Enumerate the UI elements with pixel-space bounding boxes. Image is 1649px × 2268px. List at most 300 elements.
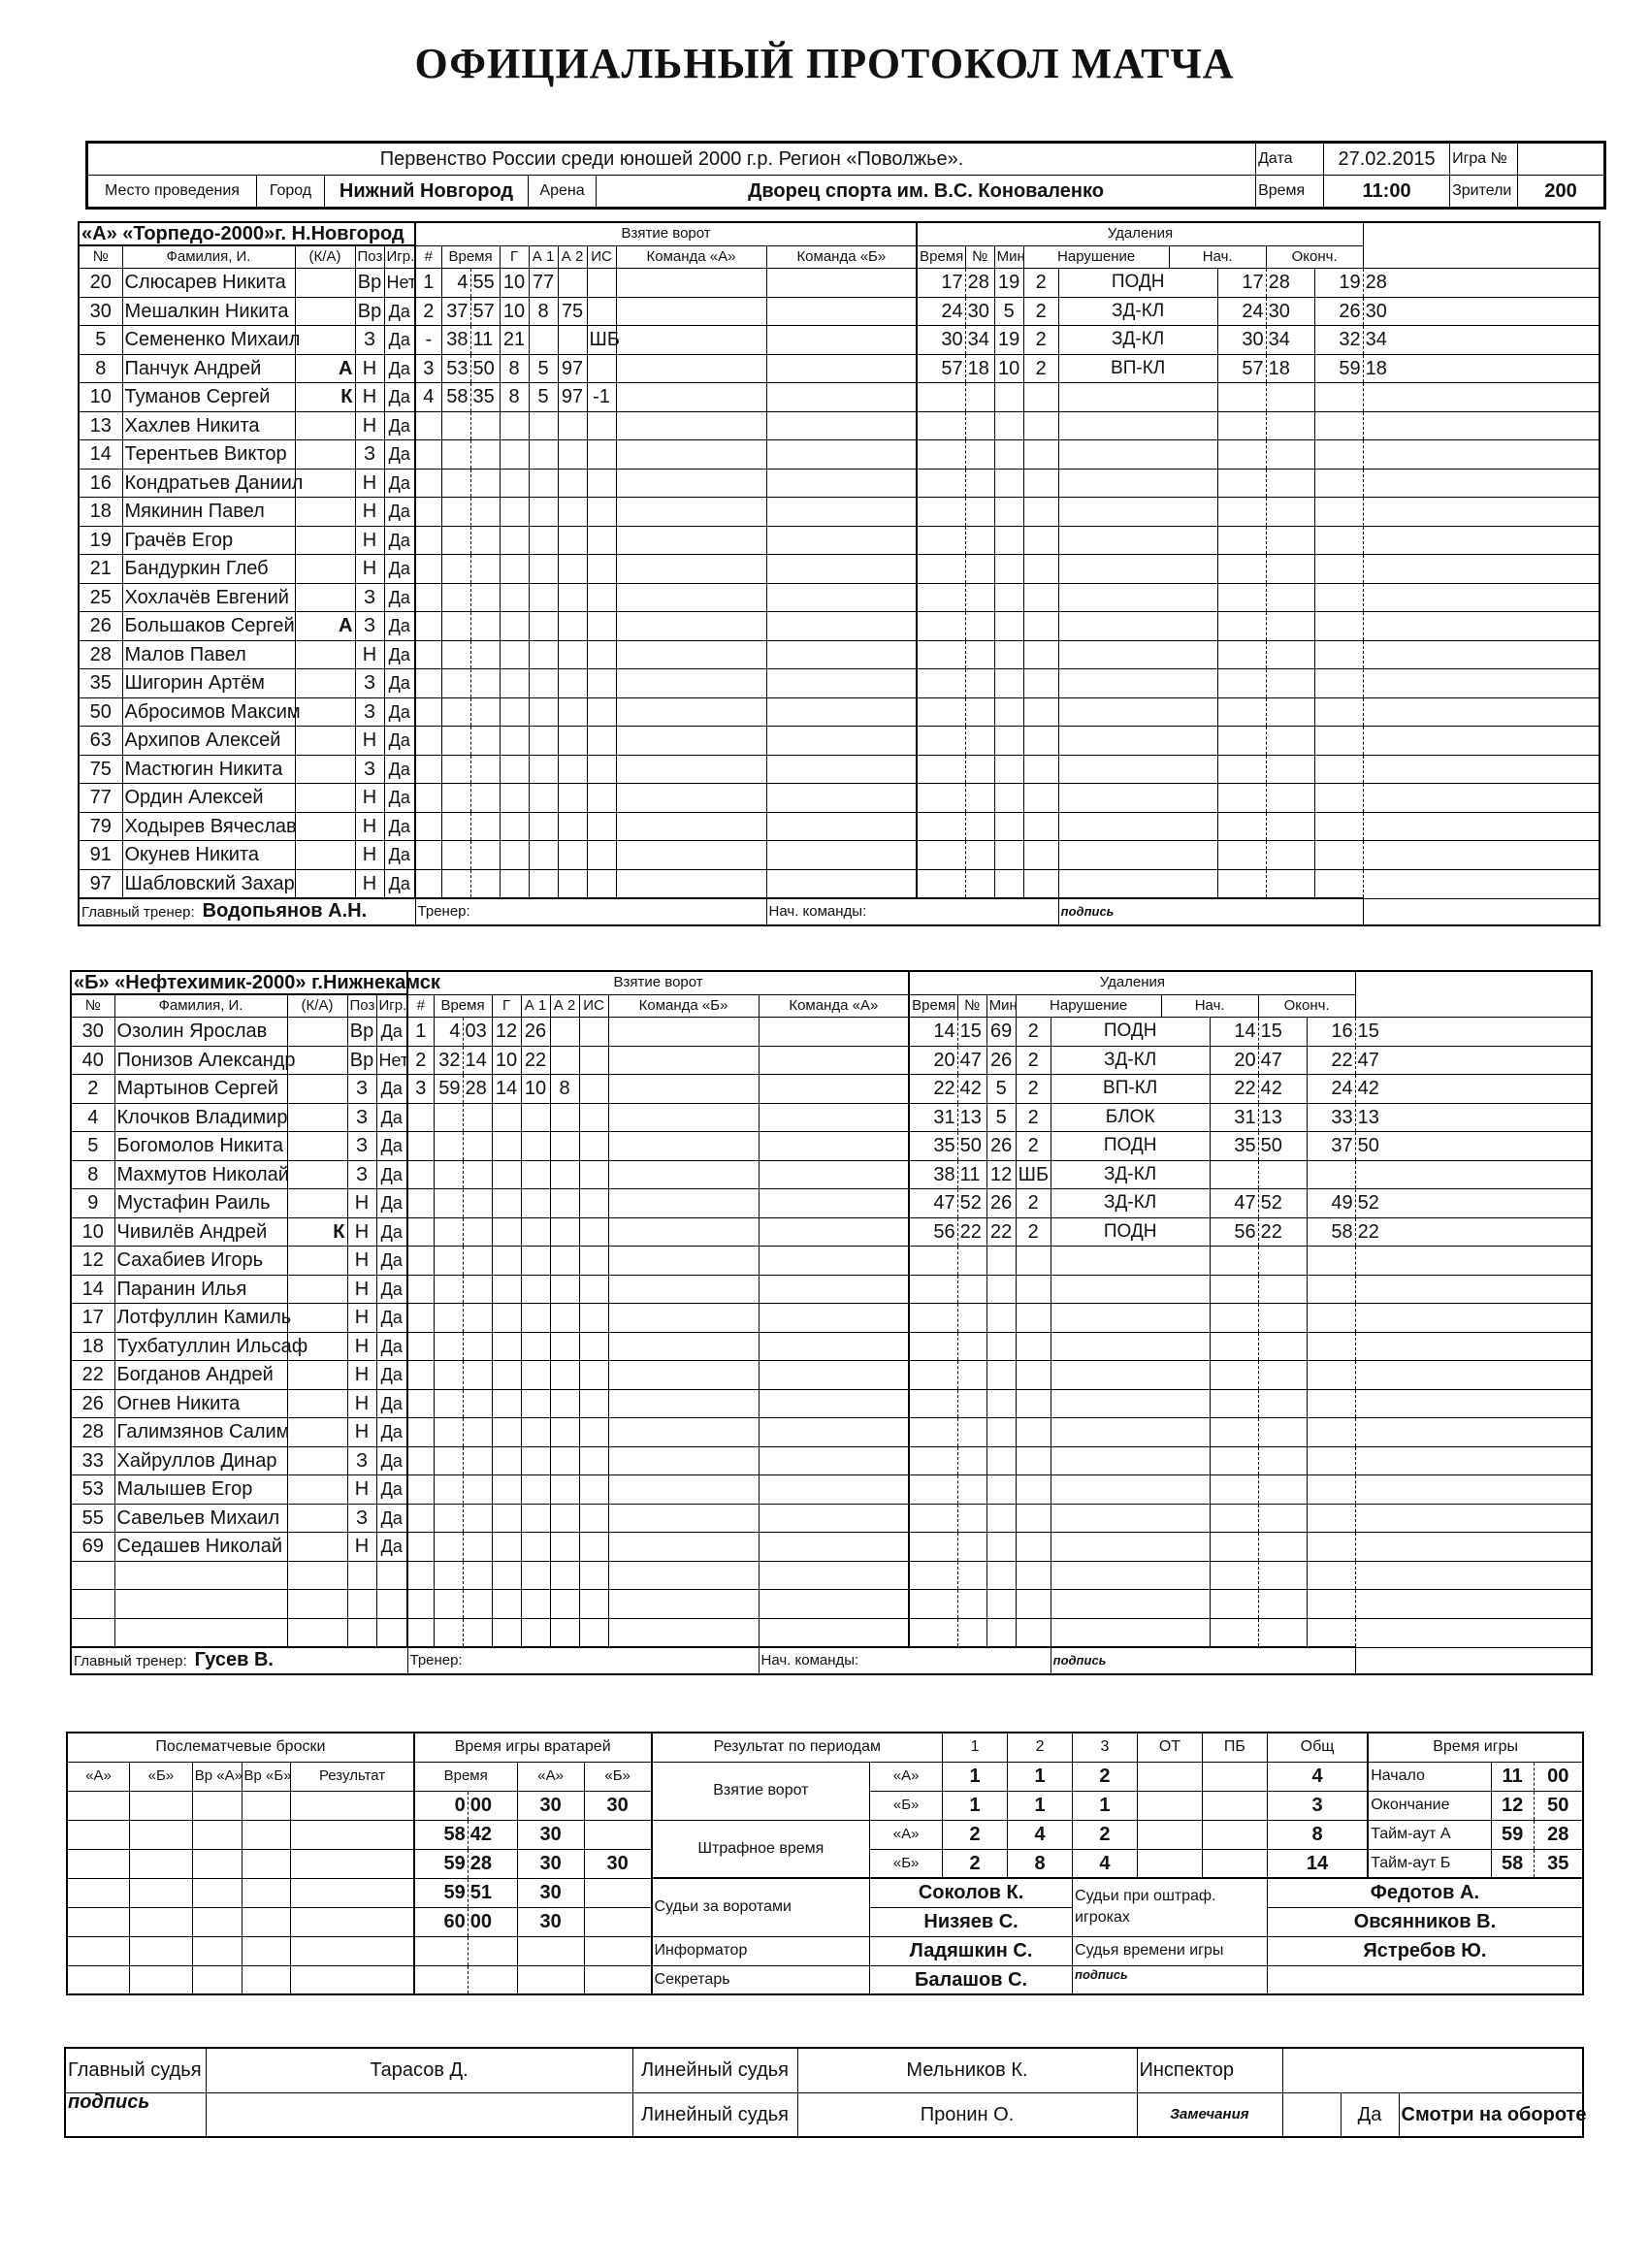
pen-start-sec	[1258, 1590, 1307, 1619]
player-pos: З	[355, 583, 384, 612]
goal-is	[587, 498, 616, 527]
pen-b-p1: 8	[1008, 1849, 1073, 1878]
goal-sec: 11	[470, 326, 500, 355]
player-pos: Вр	[347, 1046, 376, 1075]
player-name: Паранин Илья	[114, 1275, 287, 1304]
player-pos: Н	[347, 1217, 376, 1247]
goal-team-own-grid	[608, 1446, 759, 1475]
pen-player	[994, 440, 1023, 470]
goal-a1	[521, 1304, 550, 1333]
pen-player	[986, 1561, 1016, 1590]
goal-judge-2: Низяев С.	[870, 1907, 1073, 1936]
pen-end: 33	[1307, 1103, 1355, 1132]
goal-no	[407, 1389, 434, 1418]
player-number: 18	[71, 1332, 114, 1361]
goal-is	[587, 354, 616, 383]
goal-team-opp-grid	[766, 526, 917, 555]
pen-end	[1307, 1446, 1355, 1475]
gt-a: 30	[517, 1907, 584, 1936]
goal-min	[434, 1275, 463, 1304]
shootout-col-a: «А»	[67, 1762, 130, 1791]
pen-start-sec	[1266, 697, 1314, 727]
goal-a2	[558, 526, 587, 555]
goal-sec	[470, 755, 500, 784]
pen-minutes	[1023, 727, 1058, 756]
player-pos: Н	[347, 1332, 376, 1361]
pen-a-p4	[1202, 1820, 1267, 1849]
pen-end-sec	[1355, 1247, 1592, 1276]
pen-end-sec	[1355, 1361, 1592, 1390]
goal-min	[434, 1561, 463, 1590]
player-number: 97	[79, 869, 122, 898]
player-ka	[295, 697, 355, 727]
pen-sec	[965, 841, 994, 870]
goal-sec	[470, 697, 500, 727]
pen-end	[1314, 669, 1363, 698]
player-name: Окунев Никита	[122, 841, 295, 870]
goal-team-opp-grid	[766, 326, 917, 355]
goal-team-own-grid	[608, 1075, 759, 1104]
pen-minutes	[1023, 583, 1058, 612]
pen-minutes: 2	[1016, 1189, 1051, 1218]
pen-min	[917, 440, 965, 470]
pen-start-sec	[1258, 1561, 1307, 1590]
game-no-value	[1518, 143, 1605, 176]
player-igr: Да	[376, 1332, 407, 1361]
pen-minutes	[1016, 1618, 1051, 1647]
signature-label: подпись	[1058, 898, 1363, 925]
pen-sec	[957, 1389, 986, 1418]
player-igr: Да	[376, 1189, 407, 1218]
player-number	[71, 1561, 114, 1590]
goal-a2: 75	[558, 297, 587, 326]
player-name: Сахабиев Игорь	[114, 1247, 287, 1276]
player-pos: З	[347, 1075, 376, 1104]
pen-end-sec	[1363, 411, 1600, 440]
pen-min	[909, 1561, 957, 1590]
pen-sec	[965, 640, 994, 669]
pen-end-sec: 15	[1355, 1018, 1592, 1047]
goal-team-own-grid	[616, 498, 766, 527]
pen-sec: 34	[965, 326, 994, 355]
goal-team-own-grid	[608, 1018, 759, 1047]
goal-scorer	[492, 1160, 521, 1189]
goal-no	[407, 1618, 434, 1647]
player-pos: Н	[347, 1275, 376, 1304]
time-value: 11:00	[1324, 176, 1450, 209]
pen-start-sec	[1258, 1160, 1307, 1189]
goal-scorer	[492, 1475, 521, 1505]
pen-start: 56	[1210, 1217, 1258, 1247]
pen-min: 24	[917, 297, 965, 326]
goal-a2: 97	[558, 354, 587, 383]
pen-start-sec	[1266, 498, 1314, 527]
goal-is	[587, 869, 616, 898]
player-name: Озолин Ярослав	[114, 1018, 287, 1047]
shootout-cell	[242, 1907, 291, 1936]
shootout-col-vr_b: Вр «Б»	[242, 1762, 291, 1791]
player-ka	[295, 755, 355, 784]
pen-player	[994, 669, 1023, 698]
pen-end: 16	[1307, 1018, 1355, 1047]
pen-a-p3	[1137, 1820, 1202, 1849]
pen-start-sec	[1258, 1275, 1307, 1304]
pen-start-sec	[1266, 841, 1314, 870]
goal-team-opp-grid	[766, 354, 917, 383]
goal-is	[587, 297, 616, 326]
goal-is	[587, 440, 616, 470]
pen-player	[994, 755, 1023, 784]
goal-scorer	[500, 669, 529, 698]
player-number: 50	[79, 697, 122, 727]
pen-end: 22	[1307, 1046, 1355, 1075]
goal-min	[434, 1389, 463, 1418]
player-name: Богданов Андрей	[114, 1361, 287, 1390]
start-mm: 11	[1491, 1762, 1534, 1791]
goal-sec	[470, 498, 500, 527]
pen-start-sec: 52	[1258, 1189, 1307, 1218]
pen-min	[917, 469, 965, 498]
pen-sec: 52	[957, 1189, 986, 1218]
goal-min	[434, 1247, 463, 1276]
remarks-yes: Да	[1341, 2092, 1399, 2137]
coach-label: Тренер:	[415, 898, 766, 925]
timeout-a-mm: 59	[1491, 1820, 1534, 1849]
goal-a2	[558, 326, 587, 355]
goal-a2	[550, 1361, 579, 1390]
goal-scorer: 8	[500, 354, 529, 383]
goal-no	[415, 440, 441, 470]
pen-start	[1217, 498, 1266, 527]
pen-violation: ЗД-КЛ	[1051, 1046, 1210, 1075]
goal-a2	[550, 1504, 579, 1533]
pen-sec	[965, 526, 994, 555]
goal-scorer	[500, 784, 529, 813]
informer-label: Информатор	[652, 1936, 870, 1965]
pen-min: 31	[909, 1103, 957, 1132]
pen-end-sec	[1355, 1618, 1592, 1647]
pen-player: 12	[986, 1160, 1016, 1189]
goal-min	[441, 411, 470, 440]
goal-team-opp-grid	[766, 411, 917, 440]
goal-a1	[529, 755, 558, 784]
goal-a2	[558, 411, 587, 440]
goal-min	[434, 1475, 463, 1505]
player-igr: Да	[384, 526, 415, 555]
timeout-b-ss: 35	[1534, 1849, 1583, 1878]
player-name: Мастюгин Никита	[122, 755, 295, 784]
pen-b-p4	[1202, 1849, 1267, 1878]
main-referee-label: Главный судья	[65, 2048, 206, 2092]
goal-team-opp-grid	[766, 612, 917, 641]
goal-a1	[521, 1275, 550, 1304]
pen-end-sec: 30	[1363, 297, 1600, 326]
goal-no	[415, 841, 441, 870]
gt-col-b: «Б»	[584, 1762, 651, 1791]
pen-violation	[1058, 498, 1217, 527]
pen-end-sec	[1363, 812, 1600, 841]
pen-end: 58	[1307, 1217, 1355, 1247]
pen-min	[909, 1504, 957, 1533]
pen-sec	[957, 1275, 986, 1304]
pen-player	[986, 1533, 1016, 1562]
player-igr: Да	[384, 354, 415, 383]
col-team-opp: Команда «А»	[759, 994, 909, 1018]
pen-end-sec	[1355, 1418, 1592, 1447]
pen-end-sec	[1363, 697, 1600, 727]
player-pos: Н	[355, 411, 384, 440]
goal-a2	[558, 440, 587, 470]
goal-sec	[463, 1361, 492, 1390]
goal-no	[407, 1361, 434, 1390]
time-label: Время	[1256, 176, 1324, 209]
goal-min	[434, 1332, 463, 1361]
pen-player: 69	[986, 1018, 1016, 1047]
pen-start	[1210, 1247, 1258, 1276]
shootout-cell	[242, 1791, 291, 1820]
pen-a-label: «А»	[870, 1820, 943, 1849]
goal-team-own-grid	[616, 583, 766, 612]
penalties-header: Удаления	[917, 222, 1363, 245]
pen-start	[1217, 640, 1266, 669]
player-ka	[287, 1132, 347, 1161]
pen-min: 22	[909, 1075, 957, 1104]
end-ss: 50	[1534, 1791, 1583, 1820]
player-number	[71, 1590, 114, 1619]
goal-a2	[550, 1132, 579, 1161]
pen-start-sec	[1266, 612, 1314, 641]
gt-mm: 59	[414, 1849, 468, 1878]
pen-player	[994, 869, 1023, 898]
goal-is	[587, 411, 616, 440]
goal-team-own-grid	[616, 555, 766, 584]
pen-minutes: 2	[1016, 1132, 1051, 1161]
goal-no: 2	[407, 1046, 434, 1075]
officials-signature: подпись	[1073, 1965, 1268, 1994]
team-b-section	[70, 970, 1593, 1675]
player-name: Туманов Сергей	[122, 383, 295, 412]
penalties-header: Удаления	[909, 971, 1355, 994]
player-pos: Н	[355, 469, 384, 498]
player-igr	[376, 1561, 407, 1590]
goal-min: 4	[434, 1018, 463, 1047]
pen-violation	[1051, 1533, 1210, 1562]
goal-a1	[529, 727, 558, 756]
goal-sec	[463, 1533, 492, 1562]
pen-start-sec: 50	[1258, 1132, 1307, 1161]
pen-violation	[1051, 1304, 1210, 1333]
goal-a1	[529, 526, 558, 555]
player-name: Огнев Никита	[114, 1389, 287, 1418]
pen-sec: 42	[957, 1075, 986, 1104]
pen-minutes	[1016, 1332, 1051, 1361]
pen-end-sec	[1355, 1561, 1592, 1590]
col-ka: (К/А)	[295, 245, 355, 269]
player-ka: К	[295, 383, 355, 412]
player-number: 30	[79, 297, 122, 326]
pen-end: 19	[1314, 269, 1363, 298]
periods-title: Результат по периодам	[652, 1733, 943, 1762]
goal-min: 59	[434, 1075, 463, 1104]
pen-player	[986, 1304, 1016, 1333]
gt-ss: 00	[468, 1907, 517, 1936]
player-number: 21	[79, 555, 122, 584]
pen-end-sec	[1363, 669, 1600, 698]
pen-start-sec	[1266, 812, 1314, 841]
shootout-cell	[291, 1965, 414, 1994]
goal-team-own-grid	[608, 1217, 759, 1247]
player-pos: Н	[347, 1475, 376, 1505]
goal-sec	[463, 1618, 492, 1647]
player-igr: Нет	[376, 1046, 407, 1075]
goal-a2: 97	[558, 383, 587, 412]
pen-min: 17	[917, 269, 965, 298]
gt-b	[584, 1907, 651, 1936]
pen-end-sec: 50	[1355, 1132, 1592, 1161]
gt-mm	[414, 1936, 468, 1965]
gt-mm: 59	[414, 1878, 468, 1907]
gt-ss: 28	[468, 1849, 517, 1878]
pen-sec	[965, 812, 994, 841]
player-number: 10	[79, 383, 122, 412]
goal-no: 3	[415, 354, 441, 383]
goal-a2	[558, 727, 587, 756]
goal-no: 4	[415, 383, 441, 412]
goal-sec: 55	[470, 269, 500, 298]
player-pos: Н	[355, 526, 384, 555]
goal-min	[434, 1132, 463, 1161]
goal-min	[434, 1533, 463, 1562]
player-pos: Вр	[355, 269, 384, 298]
goal-a1	[529, 411, 558, 440]
col-p-time: Время	[909, 994, 957, 1018]
coach-label: Тренер:	[407, 1647, 759, 1674]
linesman-1-name: Мельников К.	[797, 2048, 1137, 2092]
pen-end	[1307, 1389, 1355, 1418]
pen-end	[1307, 1418, 1355, 1447]
pen-violation: ПОДН	[1051, 1217, 1210, 1247]
goal-team-opp-grid	[759, 1475, 909, 1505]
goal-no	[415, 583, 441, 612]
goal-a2	[550, 1046, 579, 1075]
inspector-label: Инспектор	[1137, 2048, 1282, 2092]
goal-a1	[521, 1103, 550, 1132]
pen-sec	[957, 1247, 986, 1276]
pen-a-p2: 2	[1073, 1820, 1138, 1849]
player-name: Хохлачёв Евгений	[122, 583, 295, 612]
goal-sec	[463, 1217, 492, 1247]
goal-team-opp-grid	[759, 1533, 909, 1562]
pen-end-sec	[1363, 727, 1600, 756]
goal-no	[415, 697, 441, 727]
pen-end-sec: 42	[1355, 1075, 1592, 1104]
goals-a-p0: 1	[943, 1762, 1008, 1791]
goal-sec	[470, 812, 500, 841]
goals-b-p5: 3	[1267, 1791, 1368, 1820]
goal-min	[441, 727, 470, 756]
player-pos: Н	[347, 1389, 376, 1418]
goal-no	[415, 784, 441, 813]
goal-no	[407, 1533, 434, 1562]
pen-sec	[965, 383, 994, 412]
pen-sec	[965, 869, 994, 898]
col-pos: Поз.	[355, 245, 384, 269]
pen-start-sec	[1266, 727, 1314, 756]
shootout-cell	[130, 1791, 193, 1820]
player-number: 55	[71, 1504, 114, 1533]
player-igr: Да	[376, 1217, 407, 1247]
pen-b-p0: 2	[943, 1849, 1008, 1878]
pen-end	[1314, 526, 1363, 555]
col-p-time: Время	[917, 245, 965, 269]
player-number: 12	[71, 1247, 114, 1276]
goal-scorer	[492, 1247, 521, 1276]
goal-a1	[521, 1132, 550, 1161]
goal-a1	[529, 583, 558, 612]
gt-a	[517, 1965, 584, 1994]
player-number: 17	[71, 1304, 114, 1333]
goal-no	[415, 555, 441, 584]
player-ka	[287, 1561, 347, 1590]
pen-violation: БЛОК	[1051, 1103, 1210, 1132]
goal-sec	[470, 469, 500, 498]
shootout-cell	[67, 1820, 130, 1849]
goal-a1: 26	[521, 1018, 550, 1047]
pen-end-sec	[1355, 1332, 1592, 1361]
pen-player: 19	[994, 326, 1023, 355]
player-ka	[287, 1075, 347, 1104]
goal-team-opp-grid	[759, 1590, 909, 1619]
pen-violation: ПОДН	[1051, 1132, 1210, 1161]
goal-is	[587, 640, 616, 669]
player-igr: Да	[376, 1361, 407, 1390]
pen-start-sec	[1266, 469, 1314, 498]
col-team-own: Команда «А»	[616, 245, 766, 269]
pen-start-sec	[1266, 640, 1314, 669]
pen-start-sec: 42	[1258, 1075, 1307, 1104]
goal-a1: 5	[529, 383, 558, 412]
pen-end-sec: 28	[1363, 269, 1600, 298]
pen-min	[909, 1446, 957, 1475]
col-p-violation: Нарушение	[1016, 994, 1161, 1018]
pen-end: 24	[1307, 1075, 1355, 1104]
pen-player	[994, 469, 1023, 498]
goal-team-opp-grid	[766, 440, 917, 470]
goal-sec: 28	[463, 1075, 492, 1104]
shootout-cell	[130, 1878, 193, 1907]
pen-sec	[965, 498, 994, 527]
player-ka	[295, 440, 355, 470]
goal-scorer	[500, 469, 529, 498]
goal-min	[441, 755, 470, 784]
pen-violation	[1058, 469, 1217, 498]
pen-violation	[1051, 1389, 1210, 1418]
pen-sec: 11	[957, 1160, 986, 1189]
player-pos: З	[355, 697, 384, 727]
player-ka: А	[295, 354, 355, 383]
col-a1: А 1	[529, 245, 558, 269]
pen-violation	[1051, 1361, 1210, 1390]
goal-team-opp-grid	[759, 1504, 909, 1533]
pen-player	[994, 555, 1023, 584]
player-number: 26	[71, 1389, 114, 1418]
goal-team-opp-grid	[759, 1217, 909, 1247]
start-label: Начало	[1368, 1762, 1491, 1791]
pen-start	[1210, 1533, 1258, 1562]
shootout-cell	[291, 1878, 414, 1907]
goal-scorer	[500, 755, 529, 784]
goal-scorer	[492, 1389, 521, 1418]
